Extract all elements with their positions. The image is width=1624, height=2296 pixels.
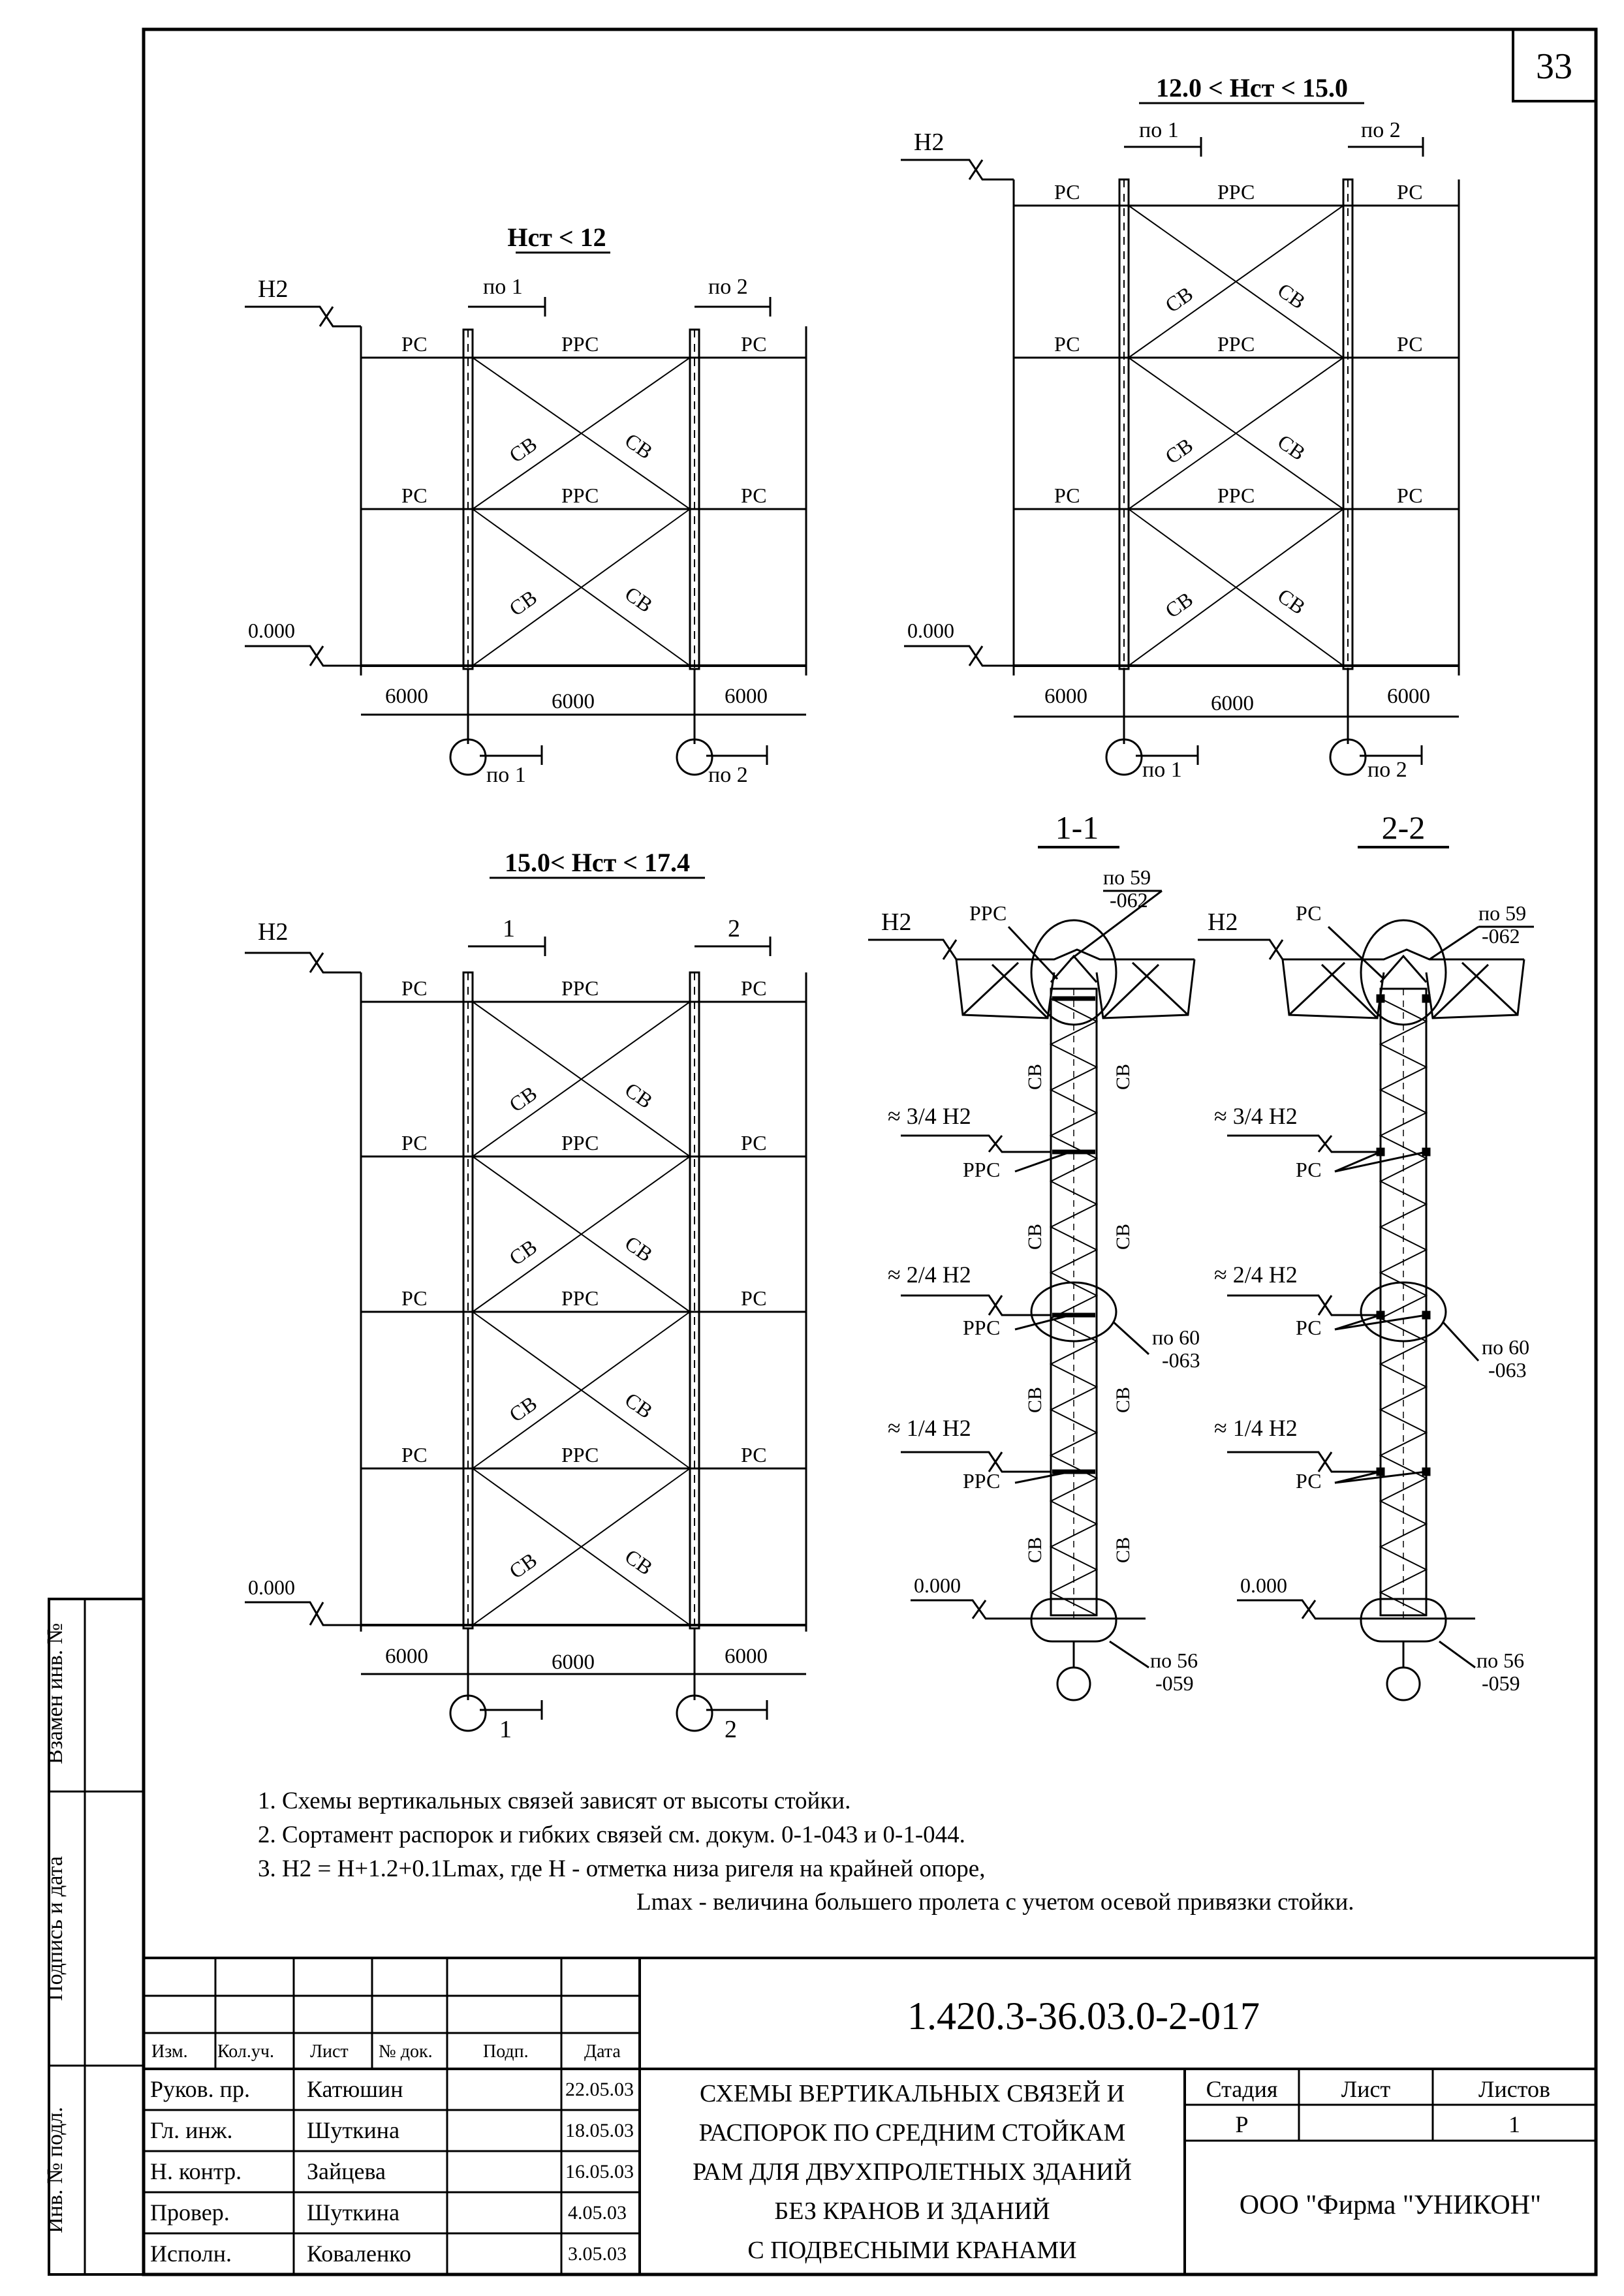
header-sign: Подп. bbox=[483, 2041, 529, 2062]
diagram-c-span-3: 6000 bbox=[725, 1645, 768, 1668]
diagram-a-cut2-top: по 2 bbox=[708, 275, 748, 299]
diagram-b-rrc-2: РРС bbox=[1217, 332, 1255, 356]
diagram-c-rrc-2: РРС bbox=[561, 1131, 599, 1155]
diagram-a-h2: H2 bbox=[258, 275, 289, 303]
diagram-a-rc-4: РС bbox=[741, 484, 767, 507]
diagram-c-rc-2: РС bbox=[741, 976, 767, 1000]
diagram-c-sv-1: СВ bbox=[505, 1081, 541, 1117]
section-2-2-ref-bot-1: по 56 bbox=[1476, 1649, 1525, 1672]
section-2-2-axis-bubble bbox=[1387, 1668, 1420, 1700]
note-4: Lmax - величина большего пролета с учетом осевой привязки стойки. bbox=[636, 1889, 1354, 1916]
note-2: 2. Сортамент распорок и гибких связей см. докум. 0-1-043 и 0-1-044. bbox=[258, 1822, 965, 1848]
diagram-b-span-2: 6000 bbox=[1211, 692, 1254, 715]
diagram-a-rc-1: РС bbox=[401, 332, 428, 356]
diagram-c-rc-1: РС bbox=[401, 976, 428, 1000]
diagram-b-sv-6: СВ bbox=[1273, 583, 1310, 619]
diagram-b-sv-4: СВ bbox=[1273, 429, 1310, 465]
section-1-1-sv-3: СВ bbox=[1024, 1223, 1046, 1250]
signer-date-4: 4.05.03 bbox=[568, 2202, 627, 2224]
diagram-c-rc-6: РС bbox=[741, 1286, 767, 1310]
doc-code: 1.420.3-36.03.0-2-017 bbox=[907, 1994, 1260, 2038]
diagram-b-title: 12.0 < Нст < 15.0 bbox=[1155, 73, 1349, 102]
signer-name-3: Зайцева bbox=[307, 2158, 386, 2184]
diagram-c-sv-4: СВ bbox=[620, 1231, 657, 1267]
header-date: Дата bbox=[584, 2041, 621, 2062]
stage-value: Р bbox=[1235, 2111, 1249, 2137]
section-1-1-sv-8: СВ bbox=[1112, 1536, 1134, 1563]
sheet-number: 33 bbox=[1536, 46, 1572, 87]
section-1-1-sv-2: СВ bbox=[1112, 1063, 1134, 1090]
section-1-1-level-24: ≈ 2/4 H2 bbox=[888, 1262, 971, 1288]
header-kol-uch: Кол.уч. bbox=[217, 2041, 274, 2062]
drawing-title-line-2: РАСПОРОК ПО СРЕДНИМ СТОЙКАМ bbox=[698, 2119, 1126, 2147]
diagram-c-span-1: 6000 bbox=[385, 1645, 428, 1668]
diagram-a-cut1-bottom: по 1 bbox=[486, 763, 526, 787]
section-2-2-top-node bbox=[1361, 920, 1446, 1025]
section-2-2-ref-mid-2: -063 bbox=[1488, 1358, 1527, 1382]
section-1-1-ref-mid-1: по 60 bbox=[1152, 1326, 1200, 1349]
diagram-b-sv-5: СВ bbox=[1161, 587, 1197, 623]
section-2-2-level-34: ≈ 3/4 H2 bbox=[1214, 1103, 1298, 1129]
section-2-2-level-24: ≈ 2/4 H2 bbox=[1214, 1262, 1298, 1288]
stamp-replace-inv: Взамен инв. № bbox=[43, 1622, 67, 1765]
section-1-1-sv-5: СВ bbox=[1024, 1386, 1046, 1413]
diagram-a-rrc-2: РРС bbox=[561, 484, 599, 507]
header-izm: Изм. bbox=[151, 2041, 188, 2062]
stamp-signature-date: Подпись и дата bbox=[43, 1856, 67, 2001]
diagram-b-sv-3: СВ bbox=[1161, 433, 1197, 469]
section-1-1 bbox=[868, 809, 1200, 1700]
diagram-c-rrc-4: РРС bbox=[561, 1443, 599, 1466]
section-1-1-title: 1-1 bbox=[1055, 809, 1099, 846]
section-2-2 bbox=[1198, 809, 1534, 1700]
stamp-inv-original: Инв. № подл. bbox=[43, 2107, 67, 2233]
section-2-2-rc-4: РС bbox=[1296, 1469, 1322, 1493]
section-1-1-sv-1: СВ bbox=[1024, 1063, 1046, 1090]
diagram-a-rrc-1: РРС bbox=[561, 332, 599, 356]
diagram-c-rc-4: РС bbox=[741, 1131, 767, 1155]
diagram-c-title: 15.0< Нст < 17.4 bbox=[504, 848, 691, 877]
section-2-2-rc-3: РС bbox=[1296, 1316, 1322, 1339]
diagram-b-span-3: 6000 bbox=[1387, 685, 1430, 708]
diagram-c-rrc-3: РРС bbox=[561, 1286, 599, 1310]
diagram-c-span-2: 6000 bbox=[552, 1651, 595, 1674]
signer-name-5: Коваленко bbox=[307, 2241, 411, 2267]
signer-name-2: Шуткина bbox=[307, 2117, 400, 2143]
signer-role-1: Руков. пр. bbox=[150, 2076, 250, 2102]
stage-label: Стадия bbox=[1206, 2076, 1278, 2102]
diagram-c-sv-6: СВ bbox=[620, 1388, 657, 1423]
axis-bubble-b2 bbox=[1330, 739, 1366, 775]
drawing-title-line-4: БЕЗ КРАНОВ И ЗДАНИЙ bbox=[774, 2197, 1050, 2225]
diagram-c-rc-3: РС bbox=[401, 1131, 428, 1155]
section-2-2-ref-mid-1: по 60 bbox=[1482, 1335, 1530, 1359]
diagram-c-sv-5: СВ bbox=[505, 1391, 541, 1427]
diagram-c-rc-8: РС bbox=[741, 1443, 767, 1466]
section-1-1-level-34: ≈ 3/4 H2 bbox=[888, 1103, 971, 1129]
section-2-2-ref-top-1: по 59 bbox=[1478, 901, 1527, 925]
signer-role-5: Исполн. bbox=[150, 2241, 232, 2267]
section-1-1-ref-bot-1: по 56 bbox=[1150, 1649, 1198, 1672]
section-1-1-ref-top-2: -062 bbox=[1110, 888, 1148, 912]
diagram-c-rrc-1: РРС bbox=[561, 976, 599, 1000]
section-2-2-rc-2: РС bbox=[1296, 1158, 1322, 1181]
diagram-c-rc-7: РС bbox=[401, 1443, 428, 1466]
section-1-1-h2: H2 bbox=[881, 908, 912, 936]
diagram-c-cut1-top: 1 bbox=[503, 915, 515, 942]
section-1-1-rrc-4: РРС bbox=[963, 1469, 1001, 1493]
diagram-c-rc-5: РС bbox=[401, 1286, 428, 1310]
sheet-label: Лист bbox=[1341, 2076, 1391, 2102]
diagram-b-cut2-top: по 2 bbox=[1361, 118, 1401, 142]
diagram-a-cut2-bottom: по 2 bbox=[708, 763, 748, 787]
axis-bubble-a1 bbox=[450, 739, 486, 775]
diagram-a-zero: 0.000 bbox=[248, 619, 295, 642]
section-1-1-level-14: ≈ 1/4 H2 bbox=[888, 1415, 971, 1441]
section-2-2-level-14: ≈ 1/4 H2 bbox=[1214, 1415, 1298, 1441]
diagram-c-sv-8: СВ bbox=[620, 1544, 657, 1580]
section-2-2-rc-top: РС bbox=[1296, 901, 1322, 925]
section-2-2-ref-bot-2: -059 bbox=[1482, 1671, 1520, 1695]
signer-date-1: 22.05.03 bbox=[565, 2079, 634, 2100]
diagram-b-rc-3: РС bbox=[1054, 332, 1080, 356]
axis-bubble-c2 bbox=[677, 1696, 712, 1731]
diagram-c-cut2-top: 2 bbox=[728, 915, 740, 942]
section-1-1-rrc-3: РРС bbox=[963, 1316, 1001, 1339]
diagram-a-sv-3: СВ bbox=[505, 585, 541, 621]
section-1-1-ref-top-1: по 59 bbox=[1103, 865, 1151, 889]
company-name: ООО "Фирма "УНИКОН" bbox=[1239, 2190, 1542, 2220]
signer-date-2: 18.05.03 bbox=[565, 2120, 634, 2141]
diagram-a-cut1-top: по 1 bbox=[483, 275, 523, 299]
section-2-2-ref-top-2: -062 bbox=[1482, 924, 1520, 948]
signer-name-4: Шуткина bbox=[307, 2199, 400, 2226]
axis-bubble-a2 bbox=[677, 739, 712, 775]
diagram-b-zero: 0.000 bbox=[907, 619, 954, 642]
diagram-a-rc-3: РС bbox=[401, 484, 428, 507]
diagram-b-h2: H2 bbox=[914, 129, 945, 156]
drawing-title-line-1: СХЕМЫ ВЕРТИКАЛЬНЫХ СВЯЗЕЙ И bbox=[700, 2080, 1125, 2107]
drawing-title-line-5: С ПОДВЕСНЫМИ КРАНАМИ bbox=[747, 2237, 1077, 2264]
diagram-b-rc-4: РС bbox=[1397, 332, 1423, 356]
diagram-a-span-3: 6000 bbox=[725, 685, 768, 708]
section-1-1-top-node bbox=[1031, 920, 1116, 1025]
sheets-label: Листов bbox=[1478, 2076, 1550, 2102]
drawing-title bbox=[643, 2074, 1181, 2270]
section-1-1-axis-bubble bbox=[1057, 1668, 1090, 1700]
section-1-1-zero: 0.000 bbox=[914, 1574, 961, 1597]
section-1-1-ref-bot-2: -059 bbox=[1155, 1671, 1194, 1695]
axis-bubble-b1 bbox=[1106, 739, 1142, 775]
diagram-b-cut1-bottom: по 1 bbox=[1142, 758, 1182, 782]
diagram-c-sv-2: СВ bbox=[620, 1078, 657, 1113]
section-2-2-h2: H2 bbox=[1208, 908, 1238, 936]
diagram-a-title: Нст < 12 bbox=[507, 223, 606, 252]
diagram-b-rc-6: РС bbox=[1397, 484, 1423, 507]
diagram-b-rrc-1: РРС bbox=[1217, 180, 1255, 204]
diagram-c-cut2-bottom: 2 bbox=[725, 1716, 737, 1743]
section-1-1-rrc-top: РРС bbox=[969, 901, 1007, 925]
diagram-b-cut2-bottom: по 2 bbox=[1367, 758, 1407, 782]
diagram-b-hct-12-15 bbox=[901, 73, 1459, 782]
drawing-title-line-3: РАМ ДЛЯ ДВУХПРОЛЕТНЫХ ЗДАНИЙ bbox=[693, 2158, 1132, 2186]
diagram-a-span-2: 6000 bbox=[552, 690, 595, 713]
section-2-2-title: 2-2 bbox=[1381, 809, 1426, 846]
sheets-value: 1 bbox=[1508, 2111, 1520, 2137]
diagram-c-hct-15-17 bbox=[245, 848, 806, 1743]
diagram-a-sv-2: СВ bbox=[620, 428, 657, 464]
diagram-b-span-1: 6000 bbox=[1044, 685, 1087, 708]
diagram-a-sv-4: СВ bbox=[620, 582, 657, 617]
diagram-b-sv-2: СВ bbox=[1273, 278, 1310, 314]
section-1-1-sv-4: СВ bbox=[1112, 1223, 1134, 1250]
section-1-1-sv-6: СВ bbox=[1112, 1386, 1134, 1413]
section-1-1-sv-7: СВ bbox=[1024, 1536, 1046, 1563]
diagram-a-sv-1: СВ bbox=[505, 431, 541, 467]
diagram-b-sv-1: СВ bbox=[1161, 281, 1197, 317]
diagram-a-rc-2: РС bbox=[741, 332, 767, 356]
signer-role-4: Провер. bbox=[150, 2199, 230, 2226]
diagram-b-rc-1: РС bbox=[1054, 180, 1080, 204]
section-1-1-rrc-2: РРС bbox=[963, 1158, 1001, 1181]
note-1: 1. Схемы вертикальных связей зависят от высоты стойки. bbox=[258, 1788, 851, 1814]
header-list: Лист bbox=[310, 2041, 349, 2062]
diagram-c-h2: H2 bbox=[258, 918, 289, 946]
section-1-1-ref-mid-2: -063 bbox=[1162, 1348, 1200, 1372]
axis-bubble-c1 bbox=[450, 1696, 486, 1731]
diagram-c-cut1-bottom: 1 bbox=[499, 1716, 512, 1743]
diagram-b-rc-5: РС bbox=[1054, 484, 1080, 507]
diagram-c-sv-7: СВ bbox=[505, 1547, 541, 1583]
signer-date-3: 16.05.03 bbox=[565, 2161, 634, 2182]
diagram-b-cut1-top: по 1 bbox=[1139, 118, 1179, 142]
diagram-a-hct-12 bbox=[245, 223, 806, 787]
signer-name-1: Катюшин bbox=[307, 2076, 403, 2102]
diagram-a-span-1: 6000 bbox=[385, 685, 428, 708]
note-3: 3. H2 = H+1.2+0.1Lmax, где H - отметка низа ригеля на крайней опоре, bbox=[258, 1855, 986, 1882]
signer-role-3: Н. контр. bbox=[150, 2158, 242, 2184]
header-doc-no: № док. bbox=[379, 2041, 433, 2062]
section-2-2-zero: 0.000 bbox=[1240, 1574, 1287, 1597]
signer-role-2: Гл. инж. bbox=[150, 2117, 233, 2143]
diagram-b-rc-2: РС bbox=[1397, 180, 1423, 204]
diagram-c-sv-3: СВ bbox=[505, 1234, 541, 1270]
diagram-b-rrc-3: РРС bbox=[1217, 484, 1255, 507]
diagram-c-zero: 0.000 bbox=[248, 1575, 295, 1599]
signer-date-5: 3.05.03 bbox=[568, 2243, 627, 2265]
